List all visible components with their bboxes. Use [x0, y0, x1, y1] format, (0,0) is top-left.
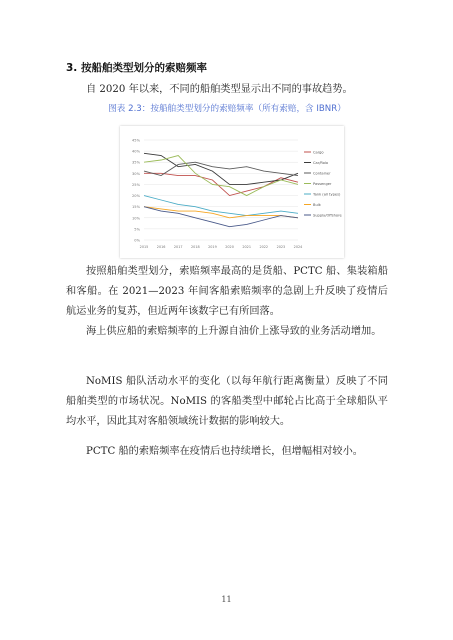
x-tick-label: 2022 — [259, 245, 269, 249]
y-tick-label: 30% — [132, 171, 140, 176]
y-tick-label: 15% — [132, 205, 140, 210]
x-tick-label: 2024 — [293, 245, 303, 249]
x-tick-label: 2018 — [191, 245, 200, 249]
y-tick-label: 0% — [134, 238, 140, 243]
legend-label: Car/Rolo — [313, 160, 329, 165]
legend-label: Bulk — [313, 202, 321, 207]
series-line — [144, 156, 298, 196]
y-tick-label: 20% — [132, 194, 140, 199]
page-number: 11 — [221, 595, 232, 604]
figure-caption: 图表 2.3：按船舶类型划分的索赔频率（所有索赔，含 IBNR） — [108, 104, 346, 114]
intro-paragraph: 自 2020 年以来，不同的船舶类型显示出不同的事故趋势。 — [86, 84, 353, 95]
chart-canvas — [120, 126, 344, 258]
y-tick-label: 45% — [132, 138, 140, 143]
legend-label: Container — [313, 171, 331, 176]
x-tick-label: 2023 — [276, 245, 286, 249]
x-tick-label: 2017 — [173, 245, 183, 249]
y-tick-label: 40% — [132, 149, 140, 154]
x-tick-label: 2019 — [208, 245, 217, 249]
claims-frequency-chart — [120, 126, 344, 258]
y-tick-label: 5% — [134, 227, 140, 232]
x-tick-label: 2015 — [139, 245, 149, 249]
y-tick-label: 10% — [132, 216, 140, 221]
legend-label: Tank (all types) — [313, 192, 341, 197]
x-tick-label: 2020 — [225, 245, 234, 249]
series-line — [144, 196, 298, 216]
paragraph-3: NoMIS 船队活动水平的变化（以每年航行距离衡量）反映了不同船舶类型的市场状况。NoMIS 的客船类型中邮轮占比高于全球船队平均水平，因此其对客船领域统计数据的影响较大。 — [66, 376, 388, 427]
section-heading: 3. 按船舶类型划分的索赔频率 — [66, 62, 207, 74]
paragraph-2: 海上供应船的索赔频率的上升源自油价上涨导致的业务活动增加。 — [86, 326, 382, 337]
paragraph-4: PCTC 船的索赔频率在疫情后也持续增长，但增幅相对较小。 — [86, 446, 363, 457]
x-tick-label: 2016 — [156, 245, 166, 249]
legend-label: Passenger — [313, 181, 332, 186]
legend-label: Supply/Offshore — [313, 213, 342, 218]
paragraph-1: 按照船舶类型划分，索赔频率最高的是货船、PCTC 船、集装箱船和客船。在 2021—2023 年间客船索赔频率的急剧上升反映了疫情后航运业务的复苏，但近两年该数字已有所回落。 — [66, 266, 388, 317]
y-tick-label: 35% — [132, 160, 140, 165]
legend-label: Cargo — [313, 150, 324, 155]
y-tick-label: 25% — [132, 182, 140, 187]
x-tick-label: 2021 — [242, 245, 251, 249]
